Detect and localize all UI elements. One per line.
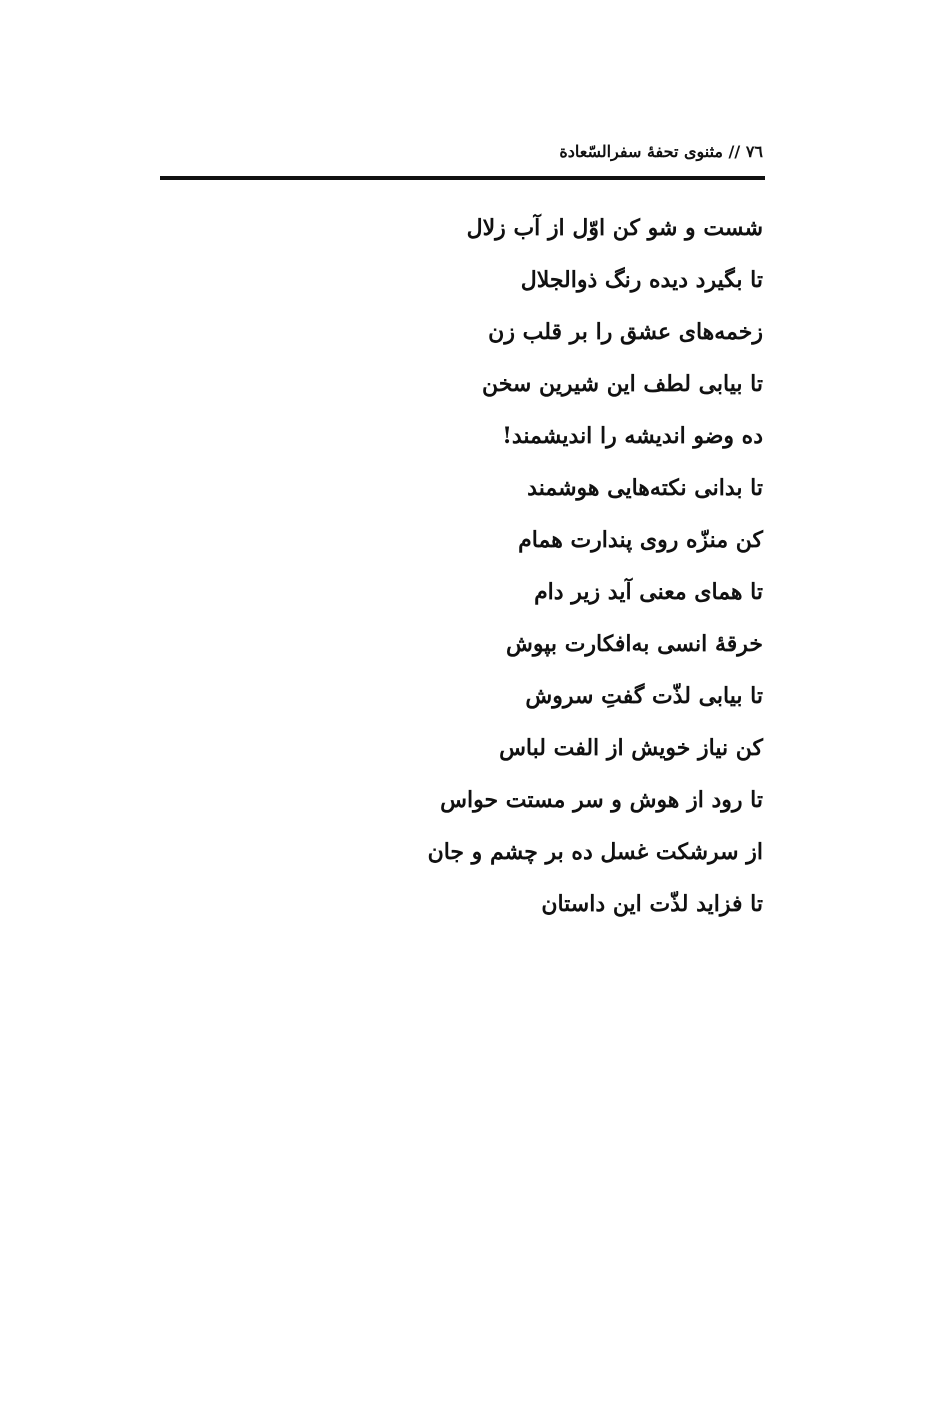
verse-line: تا فزاید لذّت این داستان <box>541 891 763 917</box>
verse-list <box>343 208 763 936</box>
verse-line: تا بگیرد دیده رنگ ذوالجلال <box>520 267 763 293</box>
verse-line: خرقۀ انسی به‌افکارت بپوش <box>506 631 763 657</box>
verse-line: تا رود از هوش و سر مستت حواس <box>440 787 763 813</box>
verse-line: تا بیابی لطف این شیرین سخن <box>481 371 763 397</box>
verse-line: شست و شو کن اوّل از آب زلال <box>466 215 763 241</box>
verse-line: کن نیاز خویش از الفت لباس <box>499 735 763 761</box>
verse-line: کن منزّه روی پندارت همام <box>518 527 763 553</box>
verse-line: تا بیابی لذّت گفتِ سروش <box>525 683 763 709</box>
header-rule <box>160 176 765 180</box>
running-header: ۷٦ // مثنوی تحفۀ سفرالسّعادة <box>559 142 763 161</box>
verse-line: تا همای معنی آید زیر دام <box>534 579 763 605</box>
verse-line: تا بدانی نکته‌هایی هوشمند <box>527 475 763 501</box>
verse-line: از سرشکت غسل ده بر چشم و جان <box>427 839 763 865</box>
verse-line: ده وضو اندیشه را اندیشمند! <box>502 423 763 449</box>
verse-line: زخمه‌های عشق را بر قلب زن <box>488 319 763 345</box>
